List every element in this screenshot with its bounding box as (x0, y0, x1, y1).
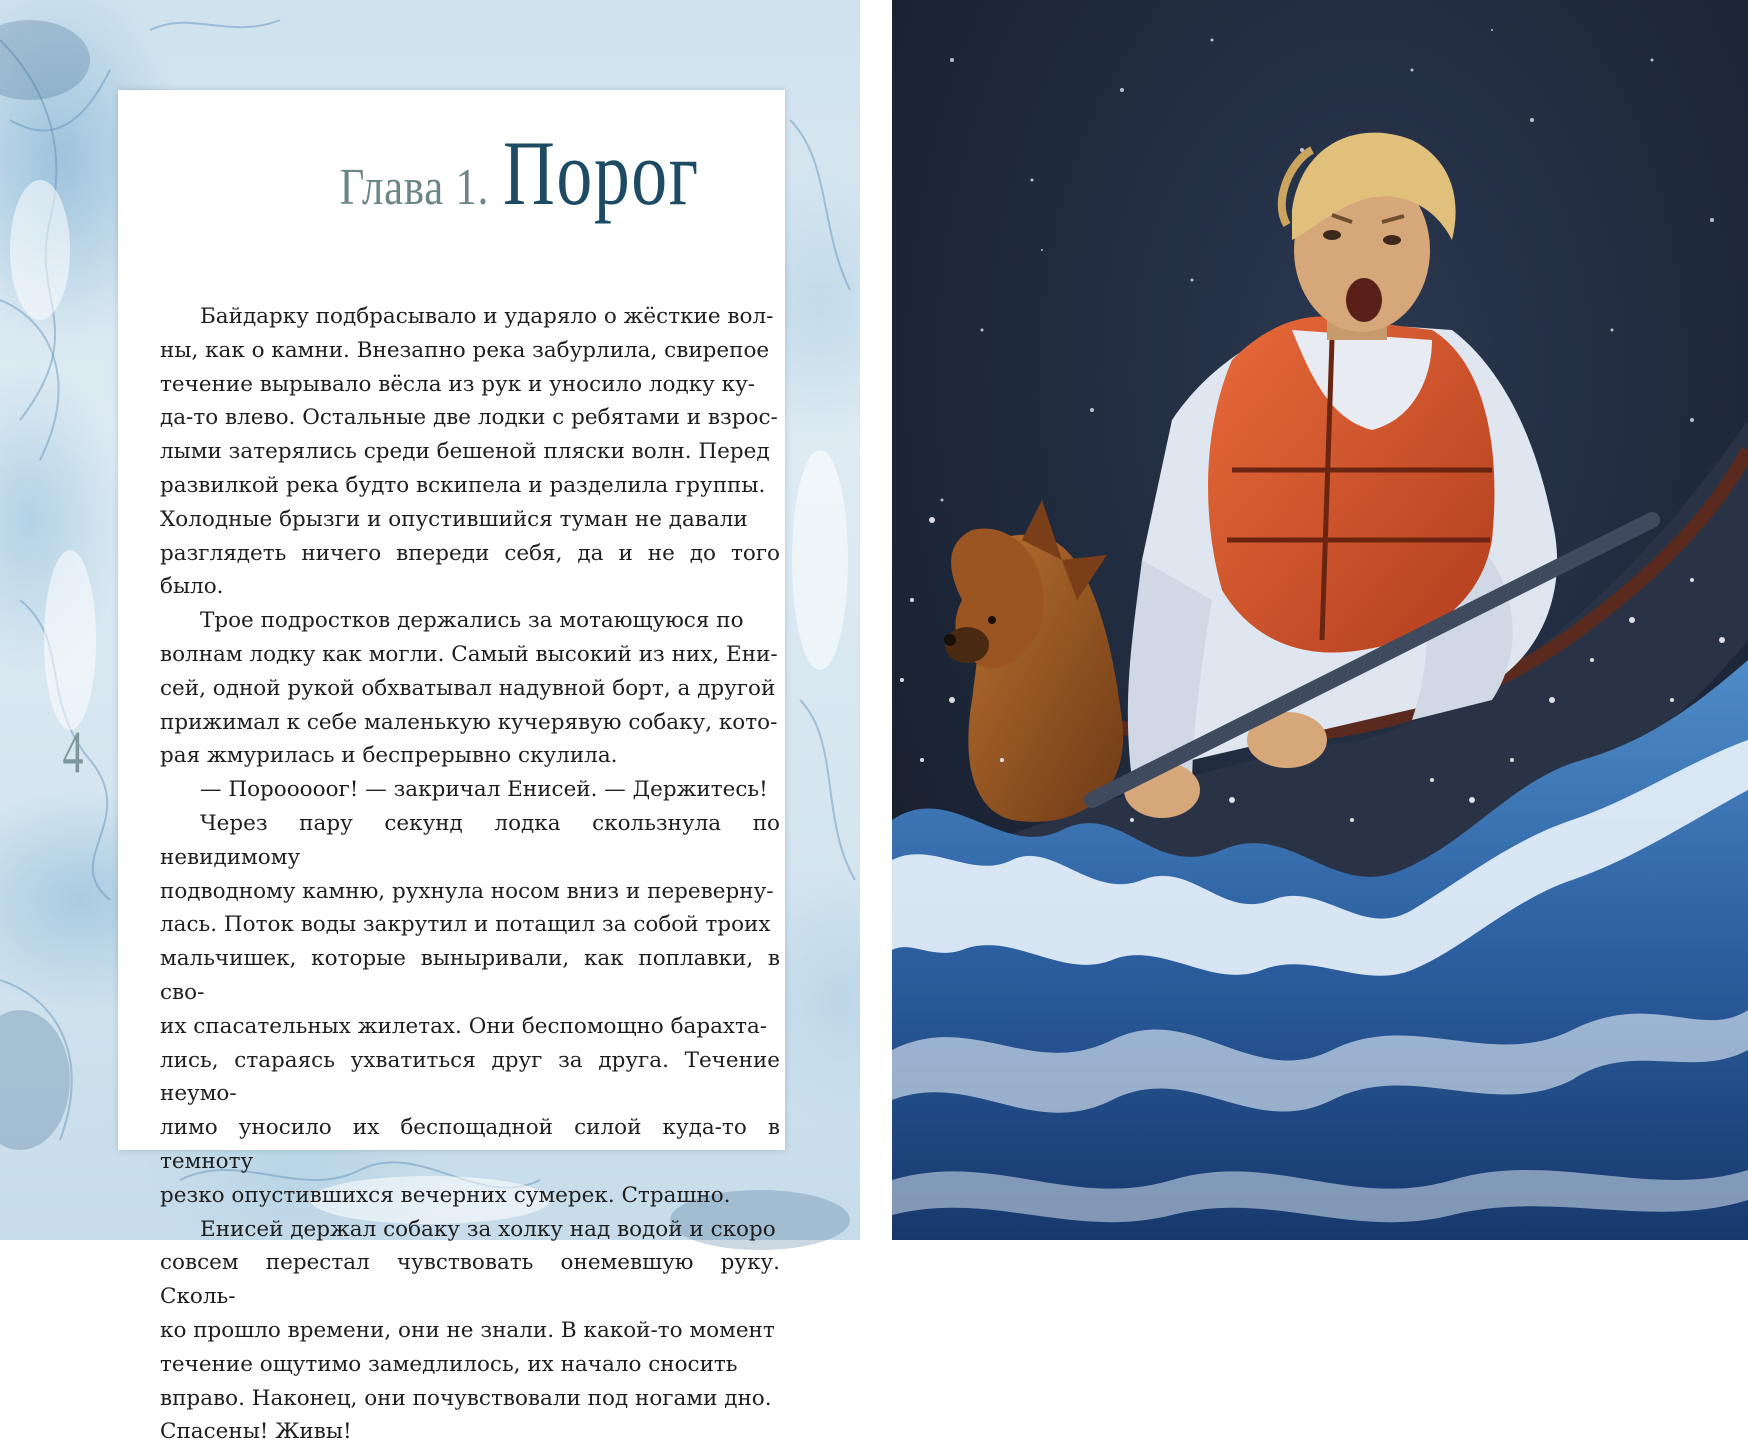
right-page-illustration (892, 0, 1748, 1240)
book-spine-gap (860, 0, 892, 1240)
paragraph: Через пару секунд лодка скользнула по невидимому подводному камню, рухнула носом вниз и переверну- лась. Поток воды закрутил и потащил за собой троих мальчишек, которые выныривали, как поплавки, в сво- их спасательных жилетах. Они беспомощно бараxта- лись, стараясь ухватиться друг за друга. Течение неумо- лимо уносило их беспощадной силой куда-то в темноту резко опустившихся вечерних сумерек. Страшно. (160, 810, 780, 1208)
chapter-heading (307, 120, 755, 226)
storm-boat-illustration (892, 0, 1748, 1240)
chapter-title: Порог (502, 122, 700, 224)
left-page (0, 0, 860, 1445)
chapter-body-text (160, 300, 780, 1449)
text-panel (118, 90, 785, 1445)
chapter-number: Глава 1. (339, 159, 489, 216)
paragraph: Байдарку подбрасывало и ударяло о жёсткие вол- ны, как о камни. Внезапно река забурлила, свирепое течение вырывало вёсла из рук и уносило лодку ку- да-то влево. Остальные две лодки с ребятами и взрос- лыми затерялись среди бешеной пляски волн. Перед развилкой река будто вскипела и разделила группы. Холодные брызги и опустившийся туман не давали разглядеть ничего впереди себя, да и не до того было. (160, 304, 780, 600)
paragraph: Трое подростков держались за мотающуюся по волнам лодку как могли. Самый высокий из них, Ени- сей, одной рукой обхватывал надувной борт, а другой прижимал к себе маленькую кучерявую собаку, кото- рая жмурилась и беспрерывно скулила. (160, 608, 778, 769)
paragraph: Енисей держал собаку за холку над водой и скоро совсем перестал чувствовать онемевшую руку. Сколь- ко прошло времени, они не знали. В какой-то момент течение ощутимо замедлилось, их начало сносить вправо. Наконец, они почувствовали под ногами дно. Спасены! Живы! (160, 1216, 780, 1445)
page-number: 4 (62, 719, 84, 785)
paragraph: — Порооооог! — закричал Енисей. — Держитесь! (200, 777, 768, 803)
